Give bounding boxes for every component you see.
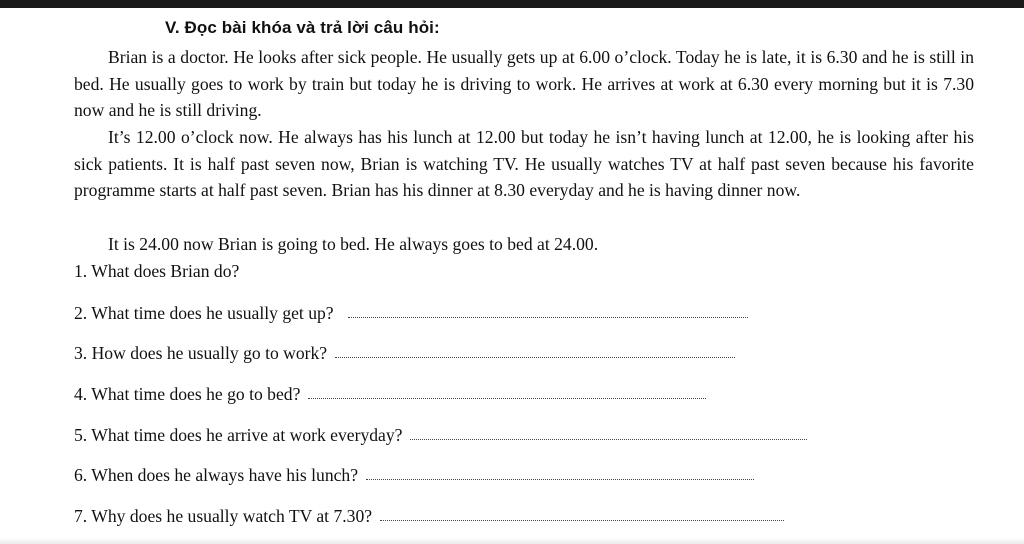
question-4-text: 4. What time does he go to bed? (74, 384, 301, 404)
question-6 (74, 464, 754, 486)
answer-line-2[interactable] (348, 316, 748, 318)
question-3 (74, 342, 735, 364)
question-1-text: 1. What does Brian do? (74, 261, 240, 281)
question-7 (74, 505, 784, 527)
passage-paragraph-2: It’s 12.00 o’clock now. He always has his lunch at 12.00 but today he isn’t having lunch at 12.00, he is looking after his sick patients. It is half past seven now, Brian is watching TV. He usually watches TV at half past seven because his favorite programme starts at half past seven. Brian has his dinner at 8.30 everyday and he is having dinner now. (74, 127, 974, 200)
passage-paragraph-3: It is 24.00 now Brian is going to bed. He always goes to bed at 24.00. (108, 234, 599, 254)
question-2 (74, 302, 748, 324)
question-7-text: 7. Why does he usually watch TV at 7.30? (74, 506, 373, 526)
bottom-edge-shadow (0, 538, 1024, 544)
answer-line-7[interactable] (380, 519, 784, 521)
answer-line-3[interactable] (335, 356, 735, 358)
question-6-text: 6. When does he always have his lunch? (74, 465, 359, 485)
passage-paragraph-1: Brian is a doctor. He looks after sick people. He usually gets up at 6.00 o’clock. Today he is late, it is 6.30 and he is still in bed. He usually goes to work by train but today he is driving to work. He arrives at work at 6.30 every morning but it is 7.30 now and he is still driving. (74, 47, 974, 120)
answer-line-4[interactable] (308, 397, 706, 399)
top-edge-bar (0, 0, 1024, 8)
question-1 (74, 260, 239, 282)
answer-line-6[interactable] (366, 478, 754, 480)
question-4 (74, 383, 706, 405)
question-2-text: 2. What time does he usually get up? (74, 303, 334, 323)
question-5 (74, 424, 807, 446)
question-3-text: 3. How does he usually go to work? (74, 343, 328, 363)
question-5-text: 5. What time does he arrive at work everyday? (74, 425, 403, 445)
section-heading: V. Đọc bài khóa và trả lời câu hỏi: (165, 18, 440, 37)
answer-line-5[interactable] (410, 438, 807, 440)
